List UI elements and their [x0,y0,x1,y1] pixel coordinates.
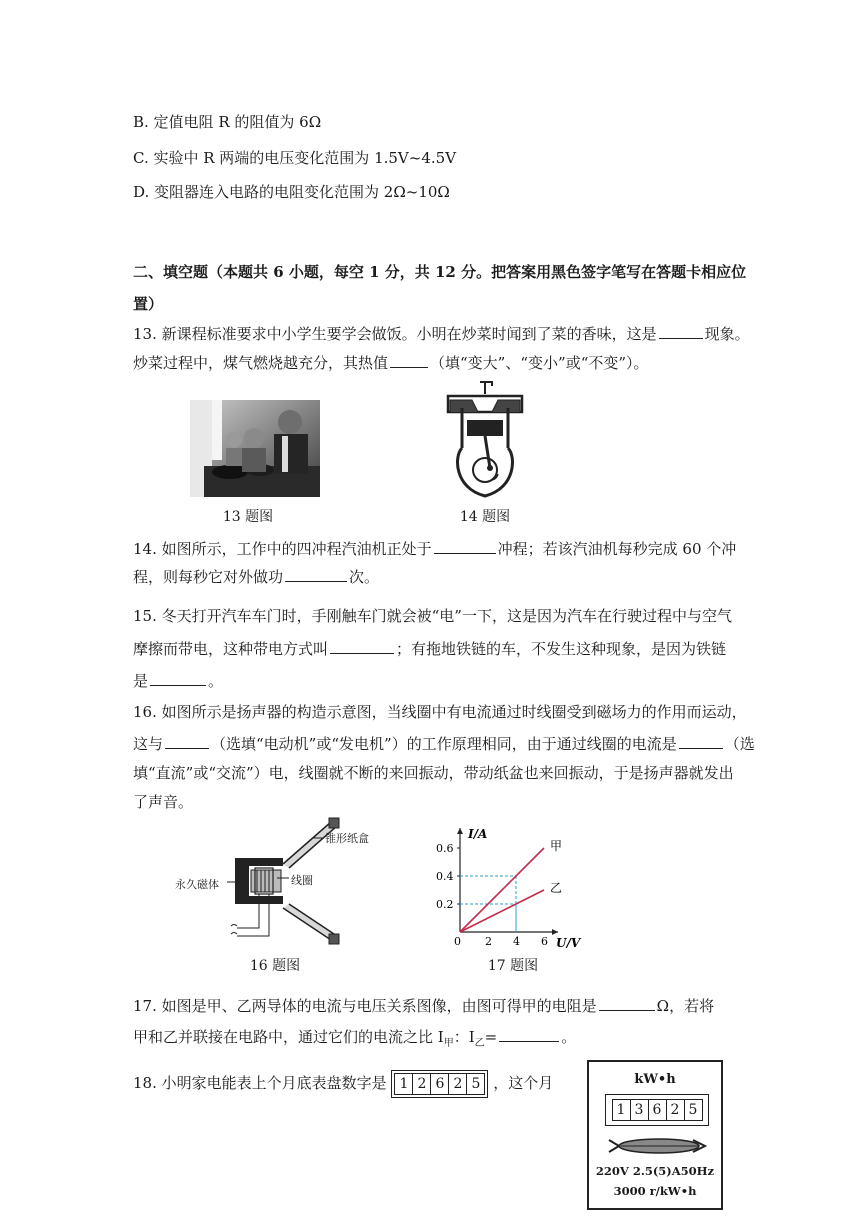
q13-line2 [133,352,649,373]
q17-sub-yi: 乙 [474,1038,485,1049]
q16-line1: 16. 如图所示是扬声器的构造示意图，当线圈中有电流通过时线圈受到磁场力的作用而运动， [133,703,747,721]
q15-line1: 15. 冬天打开汽车车门时，手刚触车门就会被“电”一下，这是因为汽车在行驶过程中与空气 [133,607,732,625]
q16-blank-1[interactable] [165,733,209,749]
q18-digit-1: 2 [413,1074,431,1094]
y-tick-label-1: 0.4 [436,870,454,883]
meter-digits [612,1099,703,1121]
q13-text-d: （填“变大”、“变小”或“不变”）。 [430,354,649,372]
engine-diagram [440,378,530,502]
photo-cooking [190,400,320,497]
caption-16: 16 题图 [249,958,301,974]
meter-unit: kW•h [634,1072,676,1087]
q17-text-b: Ω，若将 [656,997,715,1015]
q15-text-c: 是 [133,672,149,690]
option-c: C. 实验中 R 两端的电压变化范围为 1.5V~4.5V [133,149,457,167]
q13-text-a: 13. 新课程标准要求中小学生要学会做饭。小明在炒菜时闻到了菜的香味，这是 [133,325,657,343]
x-tick-label-3: 6 [541,935,548,948]
iu-chart [420,808,600,956]
x-tick-label-0: 0 [454,935,461,948]
energy-meter [587,1060,723,1210]
meter-revs: 3000 r/kW•h [613,1184,697,1198]
x-tick-label-1: 2 [485,935,492,948]
q14-line1 [133,538,736,559]
q18-digit-3: 2 [449,1074,467,1094]
option-b: B. 定值电阻 R 的阻值为 6Ω [133,113,322,131]
y-tick-label-0: 0.2 [436,898,454,911]
q15-line2 [133,638,726,659]
meter-digit-3: 2 [667,1100,685,1120]
q18-text-a: 18. 小明家电能表上个月底表盘数字是 [133,1074,387,1092]
x-tick-label-2: 4 [513,935,520,948]
caption-13: 13 题图 [222,509,274,525]
label-cone: 锥形纸盒 [325,832,369,845]
q15-text-d: 。 [208,672,224,690]
q17-blank-2[interactable] [499,1026,559,1042]
q17-line2 [133,1026,576,1054]
meter-disc-icon [607,1134,707,1158]
q15-text-a: 摩擦而带电，这种带电方式叫 [133,640,329,658]
meter-digit-1: 3 [631,1100,649,1120]
q18-digit-box [391,1070,488,1098]
option-d: D. 变阻器连入电路的电阻变化范围为 2Ω~10Ω [133,183,450,201]
series-label-1: 乙 [550,881,563,895]
q18-digit-0: 1 [395,1074,413,1094]
series-label-0: 甲 [550,839,563,853]
q16-text-a: 这与 [133,735,164,753]
q14-text-b: 冲程；若该汽油机每秒完成 60 个冲 [497,540,737,558]
q15-blank-1[interactable] [330,638,394,654]
q15-blank-2[interactable] [150,670,206,686]
q14-text-a: 14. 如图所示，工作中的四冲程汽油机正处于 [133,540,432,558]
y-tick-label-2: 0.6 [436,842,454,855]
y-axis-label: I/A [468,827,488,841]
q16-text-b: （选填“电动机”或“发电机”）的工作原理相同，由于通过线圈的电流是 [211,735,677,753]
q13-text-b: 现象。 [704,325,750,343]
q15-line3 [133,670,223,691]
q13-text-c: 炒菜过程中，煤气燃烧越充分，其热值 [133,354,389,372]
q17-text-mid: ：I [453,1028,475,1046]
q16-text-c: （选 [724,735,755,753]
q17-text-c: 甲和乙并联接在电路中，通过它们的电流之比 I [133,1028,444,1046]
q17-line1 [133,995,714,1016]
q14-text-c: 程，则每秒它对外做功 [133,568,284,586]
q14-blank-1[interactable] [434,538,496,554]
q17-text-end: 。 [561,1028,577,1046]
label-coil: 线圈 [291,874,313,887]
caption-17: 17 题图 [487,958,539,974]
speaker-diagram [175,816,375,951]
q14-line2 [133,566,379,587]
q17-text-eq: = [484,1028,498,1046]
q13-line1 [133,323,750,344]
caption-14: 14 题图 [459,509,511,525]
section-title: 二、填空题（本题共 6 小题，每空 1 分，共 12 分。把答案用黑色签字笔写在答题卡相应位 [133,263,747,281]
q17-text-a: 17. 如图是甲、乙两导体的电流与电压关系图像，由图可得甲的电阻是 [133,997,597,1015]
q13-blank-2[interactable] [390,352,428,368]
x-axis-label: U/V [556,936,581,950]
q15-text-b: ；有拖地铁链的车，不发生这种现象，是因为铁链 [396,640,727,658]
q17-blank-1[interactable] [599,995,655,1011]
meter-digit-4: 5 [688,1102,698,1118]
meter-digit-frame [605,1094,709,1126]
q16-blank-2[interactable] [679,733,723,749]
q18-digits [394,1073,485,1095]
q16-line4: 了声音。 [133,793,194,811]
q14-blank-2[interactable] [285,566,347,582]
section-title-cont: 置） [133,295,164,313]
series-line-0 [460,848,544,932]
y-axis-arrow [457,828,463,834]
q16-line2 [133,733,755,754]
q18-text-b: ，这个月 [493,1074,554,1092]
q16-line3: 填“直流”或“交流”）电，线圈就不断的来回振动，带动纸盆也来回振动，于是扬声器就发出 [133,764,734,782]
q13-blank-1[interactable] [659,323,703,339]
meter-digit-0: 1 [613,1100,631,1120]
meter-digit-2: 6 [649,1100,667,1120]
series-line-1 [460,890,544,932]
q14-text-d: 次。 [349,568,380,586]
q18-line1 [133,1068,553,1098]
q17-sub-jia: 甲 [443,1038,454,1049]
x-axis-arrow [552,929,558,935]
label-magnet: 永久磁体 [175,878,219,891]
q18-digit-2: 6 [431,1074,449,1094]
q18-digit-4: 5 [471,1076,481,1092]
meter-spec: 220V 2.5(5)A50Hz [595,1164,715,1178]
